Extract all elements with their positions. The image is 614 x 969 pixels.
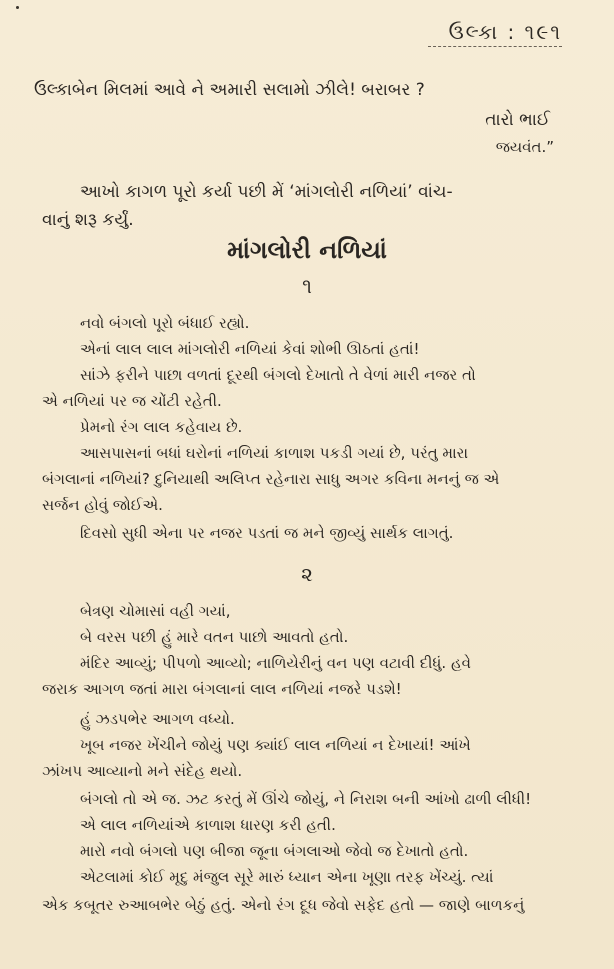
poem-line: જરાક આગળ જતાં મારા બંગલાનાં લાલ નળિયાં નજરે પડશે! bbox=[42, 680, 402, 698]
poem-line: એક કબૂતર રુઆબભેર બેઠું હતું. એનો રંગ દૂધ જેવો સફેદ હતો — જાણે બાળકનું bbox=[42, 896, 525, 914]
section-number: ૨ bbox=[301, 562, 313, 586]
poem-line: એ લાલ નળિયાંએ કાળાશ ધારણ કરી હતી. bbox=[80, 816, 336, 834]
poem-line: બંગલાનાં નળિયાં? દુનિયાથી અલિપ્ત રહેનારા સાધુ અગર કવિના મનનું જ એ bbox=[42, 470, 500, 488]
poem-line: નવો બંગલો પૂરો બંધાઈ રહ્યો. bbox=[80, 314, 250, 332]
poem-line: સાંઝે ફરીને પાછા વળતાં દૂરથી બંગલો દેખાતો તે વેળાં મારી નજર તો bbox=[80, 366, 476, 384]
poem-line: એનાં લાલ લાલ માંગલોરી નળિયાં કેવાં શોભી ઊઠતાં હતાં! bbox=[80, 340, 420, 358]
running-header bbox=[428, 20, 562, 53]
poem-line: બે વરસ પછી હું મારે વતન પાછો આવતો હતો. bbox=[80, 628, 349, 646]
poem-line: દિવસો સુધી એના પર નજર પડતાં જ મને જીવ્યું સાર્થક લાગતું. bbox=[80, 524, 454, 542]
poem-line: મંદિર આવ્યું; પીપળો આવ્યો; નાળિયેરીનું વન પણ વટાવી દીધું. હવે bbox=[80, 654, 471, 672]
letter-sign-off: તારો ભાઈ bbox=[485, 110, 550, 130]
poem-line: સર્જન હોવું જોઈએ. bbox=[42, 496, 163, 514]
header-wavy-rule bbox=[428, 46, 562, 53]
section-number: ૧ bbox=[302, 274, 312, 298]
letter-signature: જયવંત.” bbox=[495, 138, 554, 156]
poem-line: મારો નવો બંગલો પણ બીજા જૂના બંગલાઓ જેવો જ દેખાતો હતો. bbox=[80, 842, 469, 860]
poem-title: માંગલોરી નળિયાં bbox=[227, 236, 387, 264]
ink-speck bbox=[16, 6, 19, 9]
poem-line: બંગલો તો એ જ. ઝટ કરતું મેં ઊંચે જોયું, ને નિરાશ બની આંખો ઢાળી લીધી! bbox=[80, 790, 532, 808]
letter-line: ઉલ્કાબેન મિલમાં આવે ને અમારી સલામો ઝીલે! બરાબર ? bbox=[34, 80, 425, 100]
poem-line: એટલામાં કોઈ મૃદુ મંજુલ સૂરે મારું ધ્યાન એના ખૂણા તરફ ખેંચ્યું. ત્યાં bbox=[80, 868, 494, 886]
poem-line: પ્રેમનો રંગ લાલ કહેવાય છે. bbox=[80, 418, 243, 436]
poem-line: ખૂબ નજર ખેંચીને જોયું પણ ક્યાંઈ લાલ નળિયાં ન દેખાયાં! આંખે bbox=[80, 736, 471, 754]
poem-line: આસપાસનાં બધાં ઘરોનાં નળિયાં કાળાશ પકડી ગયાં છે, પરંતુ મારા bbox=[80, 444, 469, 462]
poem-line: બેત્રણ ચોમાસાં વહી ગયાં, bbox=[80, 602, 231, 620]
narration-line: આખો કાગળ પૂરો કર્યા પછી મેં ‘માંગલોરી નળિયાં’ વાંચ- bbox=[80, 182, 453, 202]
running-title: ઉલ્કા : ૧૯૧ bbox=[448, 20, 562, 44]
narration-line: વાનું શરૂ કર્યું. bbox=[42, 210, 134, 230]
poem-line: એ નળિયાં પર જ ચોંટી રહેતી. bbox=[42, 392, 222, 410]
poem-line: ઝાંખપ આવ્યાનો મને સંદેહ થયો. bbox=[42, 762, 243, 780]
poem-line: હું ઝડપભેર આગળ વધ્યો. bbox=[80, 710, 235, 728]
